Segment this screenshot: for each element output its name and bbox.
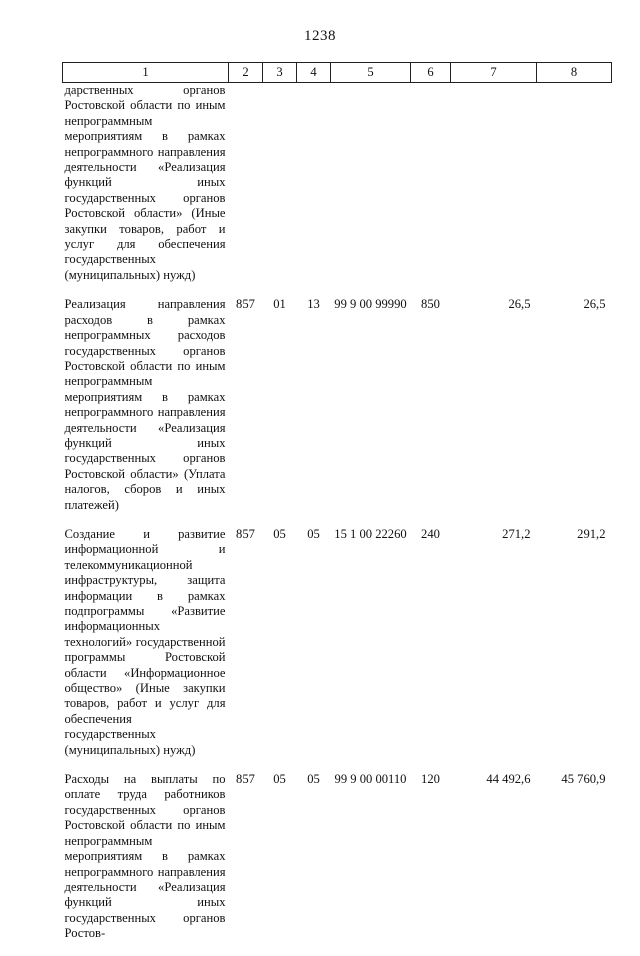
cell-amount-1: 26,5 bbox=[508, 297, 531, 312]
row-description: Реализация направления расходов в рамках непрограммных расходов государственных органов Ростовской области по иным непрограммным мероприятиям в рамках непрограммного направления деятельности «Реализация функций иных государственных органов Ростовской области» (Уплата налогов, сборов и иных платежей) bbox=[64, 297, 226, 512]
cell-expense-type bbox=[411, 83, 451, 298]
row-description: Создание и развитие информационной и телекоммуникационной инфраструктуры, защита информации в рамках подпрограммы «Развитие информационных технологий» государственной программы Ростовской области «Информационное общество» (Иные закупки товаров, работ и услуг для обеспечения государственных (муниципальных) нужд) bbox=[64, 526, 226, 757]
cell-amount-2: 45 760,9 bbox=[561, 772, 606, 787]
cell-target-article: 15 1 00 22260 bbox=[334, 526, 407, 541]
cell-section: 01 bbox=[273, 297, 286, 312]
cell-section: 05 bbox=[273, 772, 286, 787]
cell-subsection: 13 bbox=[307, 297, 320, 312]
cell-expense-type: 120 bbox=[421, 772, 440, 787]
cell-amount-2: 26,5 bbox=[583, 297, 606, 312]
budget-table bbox=[62, 62, 612, 956]
column-header: 4 bbox=[297, 63, 331, 83]
column-header: 1 bbox=[63, 63, 229, 83]
cell-ministry-code: 857 bbox=[236, 297, 255, 312]
cell-expense-type: 240 bbox=[421, 526, 440, 541]
column-header: 6 bbox=[411, 63, 451, 83]
cell-amount-1 bbox=[451, 83, 537, 298]
column-header: 5 bbox=[331, 63, 411, 83]
cell-subsection: 05 bbox=[307, 526, 320, 541]
cell-target-article bbox=[331, 83, 411, 298]
page-number: 1238 bbox=[304, 28, 336, 44]
table-row bbox=[63, 527, 612, 772]
cell-section: 05 bbox=[273, 526, 286, 541]
cell-subsection: 05 bbox=[307, 772, 320, 787]
cell-amount-2: 291,2 bbox=[577, 526, 606, 541]
cell-ministry-code bbox=[229, 83, 263, 298]
table-row bbox=[63, 297, 612, 527]
cell-subsection bbox=[297, 83, 331, 298]
table-row bbox=[63, 83, 612, 298]
cell-ministry-code: 857 bbox=[236, 526, 255, 541]
column-header: 2 bbox=[229, 63, 263, 83]
cell-amount-1: 44 492,6 bbox=[486, 772, 531, 787]
column-header: 3 bbox=[263, 63, 297, 83]
cell-target-article: 99 9 00 99990 bbox=[334, 297, 407, 312]
table-row bbox=[63, 772, 612, 955]
cell-section bbox=[263, 83, 297, 298]
table-header-row bbox=[63, 63, 612, 83]
row-description: Расходы на выплаты по оплате труда работников государственных органов Ростовской области по иным непрограммным мероприятиям в рамках непрограммного направления деятельности «Реализация функций иных государственных органов Ростов- bbox=[64, 772, 226, 941]
column-header: 8 bbox=[537, 63, 612, 83]
cell-ministry-code: 857 bbox=[236, 772, 255, 787]
cell-expense-type: 850 bbox=[421, 297, 440, 312]
row-description: дарственных органов Ростовской области по иным непрограммным мероприятиям в рамках непрограммного направления деятельности «Реализация функций иных государственных органов Ростовской области» (Иные закупки товаров, работ и услуг для обеспечения государственных (муниципальных) нужд) bbox=[64, 83, 226, 282]
cell-amount-1: 271,2 bbox=[502, 526, 531, 541]
cell-amount-2 bbox=[537, 83, 612, 298]
column-header: 7 bbox=[451, 63, 537, 83]
cell-target-article: 99 9 00 00110 bbox=[334, 772, 407, 787]
